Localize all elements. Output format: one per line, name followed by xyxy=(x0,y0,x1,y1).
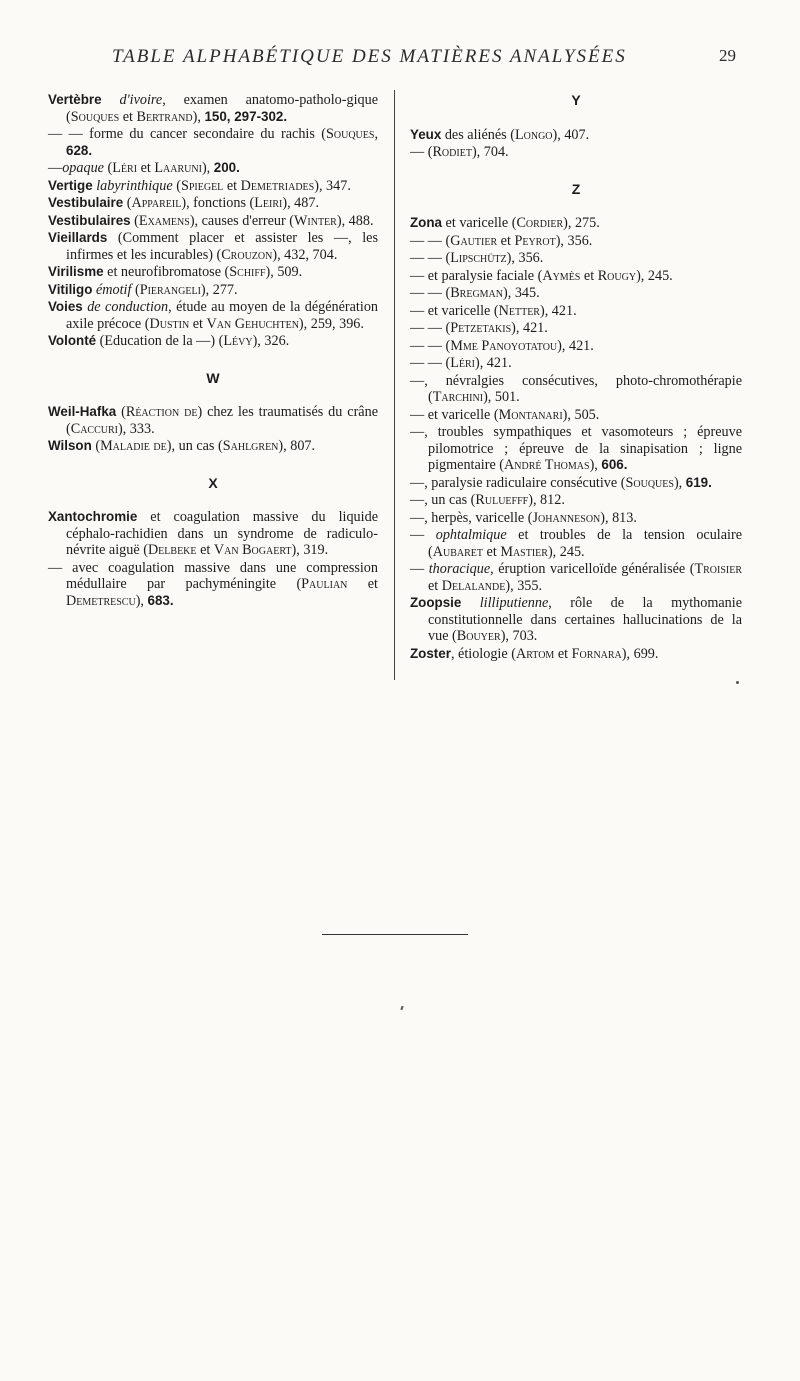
running-header xyxy=(112,46,736,72)
index-entry: Vestibulaire (Appareil), fonctions (Leiri), 487. xyxy=(48,195,320,211)
right-column xyxy=(410,92,742,663)
index-entry: — — (Petzetakis), 421. xyxy=(410,320,548,336)
index-entry: — — (Gautier et Peyrot), 356. xyxy=(410,232,593,249)
section-letter-y: Y xyxy=(571,92,581,108)
index-entry: Virilisme et neurofibromatose (Schiff), 509. xyxy=(48,264,303,280)
print-speck xyxy=(400,1006,403,1010)
index-entry: — — forme du cancer secondaire du rachis (Souques, 628. xyxy=(48,126,378,158)
index-entry: —, névralgies consécutives, photo-chromothérapie (Tarchini), 501. xyxy=(410,372,742,405)
index-entry: Zoster, étiologie (Artom et Fornara), 699. xyxy=(410,645,659,662)
index-entry: —, troubles sympathiques et vasomoteurs ; épreuve pilomotrice ; épreuve de la sinapisation ; ligne pigmentaire (André Thomas), 606. xyxy=(410,424,742,473)
index-entry: — et paralysie faciale (Aymès et Rougy), 245. xyxy=(410,267,673,284)
index-entry: Volonté (Education de la —) (Lévy), 326. xyxy=(48,333,290,349)
left-column xyxy=(48,92,378,610)
index-entry: — (Rodiet), 704. xyxy=(410,144,509,160)
index-entry: — et varicelle (Montanari), 505. xyxy=(410,406,600,423)
index-entry: Yeux des aliénés (Longo), 407. xyxy=(410,126,590,143)
index-entry: —, paralysie radiculaire consécutive (Souques), 619. xyxy=(410,474,712,491)
index-entry: —opaque (Léri et Laaruni), 200. xyxy=(48,160,240,176)
print-speck xyxy=(736,681,739,684)
index-entry: — — (Léri), 421. xyxy=(410,355,512,371)
index-entry: — — (Bregman), 345. xyxy=(410,285,540,301)
index-entry: Vertige labyrinthique (Spiegel et Demetriades), 347. xyxy=(48,177,351,194)
end-rule xyxy=(322,934,468,935)
index-entry: Vitiligo émotif (Pierangeli), 277. xyxy=(48,281,238,298)
index-entry: Vieillards (Comment placer et assister les —, les infirmes et les incurables) (Crouzon), 432, 704. xyxy=(48,230,378,263)
index-entry: — et varicelle (Netter), 421. xyxy=(410,302,577,319)
index-entry: — avec coagulation massive dans une compression médullaire par pachyméningite (Paulian et Demetrescu), 683. xyxy=(48,559,378,609)
index-entry: Voies de conduction, étude au moyen de la dégénération axile précoce (Dustin et Van Gehuchten), 259, 396. xyxy=(48,299,379,332)
section-letter-x: X xyxy=(208,474,218,491)
index-entry: —, un cas (Ruluefff), 812. xyxy=(410,492,565,508)
index-entry: — — (Lipschütz), 356. xyxy=(410,250,544,266)
index-entry: Wilson (Maladie de), un cas (Sahlgren), 807. xyxy=(48,438,316,454)
index-entry: Xantochromie et coagulation massive du liquide céphalo-rachidien dans un syndrome de radiculo-névrite aiguë (Delbeke et Van Bogaert), 319. xyxy=(48,509,378,558)
page-number: 29 xyxy=(719,46,736,65)
section-letter-w: W xyxy=(206,369,220,386)
index-entry: — ophtalmique et troubles de la tension oculaire (Aubaret et Mastier), 245. xyxy=(410,527,743,560)
column-divider xyxy=(394,90,395,680)
index-entry: Weil-Hafka (Réaction de) chez les traumatisés du crâne (Caccuri), 333. xyxy=(48,404,378,437)
section-letter-z: Z xyxy=(571,180,581,197)
index-entry: — thoracique, éruption varicelloïde généralisée (Troisier et Delalande), 355. xyxy=(410,561,742,594)
index-entry: Vestibulaires (Examens), causes d'erreur (Winter), 488. xyxy=(48,212,374,229)
header-title: TABLE ALPHABÉTIQUE DES MATIÈRES ANALYSÉES xyxy=(112,46,627,67)
index-entry: —, herpès, varicelle (Johanneson), 813. xyxy=(410,509,637,526)
index-entry: Vertèbre d'ivoire, examen anatomo-patholo-gique (Souques et Bertrand), 150, 297-302. xyxy=(48,92,379,125)
index-entry: Zoopsie lilliputienne, rôle de la mythomanie constitutionnelle dans certaines hallucinations de la vue (Bouyer), 703. xyxy=(410,595,742,644)
index-entry: — — (Mme Panoyotatou), 421. xyxy=(410,337,594,354)
index-entry: Zona et varicelle (Cordier), 275. xyxy=(410,215,600,231)
